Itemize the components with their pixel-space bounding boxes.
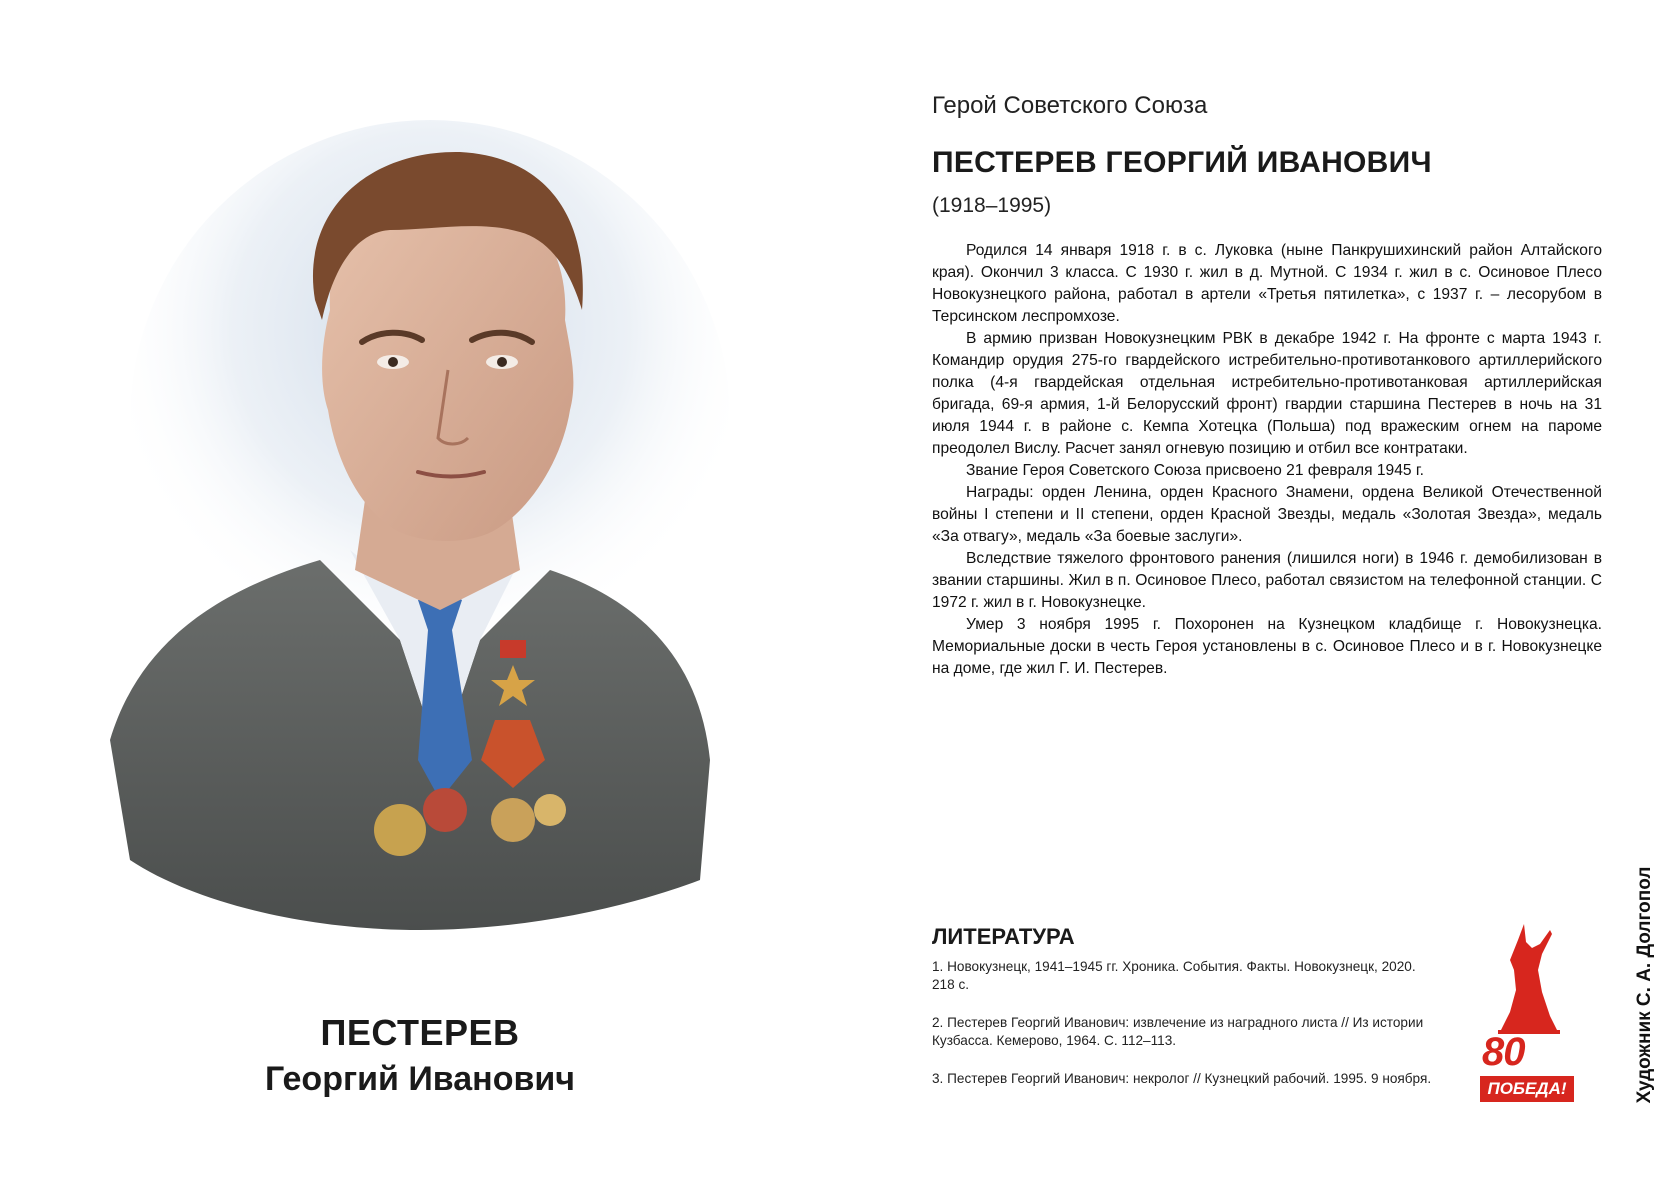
bio-paragraph: Вследствие тяжелого фронтового ранения (лишился ноги) в 1946 г. демобилизован в звании старшины. Жил в п. Осиновое Плесо, работал связистом на телефонной станции. С 1972 г. жил в г. Новокузнецке. (932, 550, 1602, 611)
bio-paragraph: Умер 3 ноября 1995 г. Похоронен на Кузнецком кладбище г. Новокузнецка. Мемориальные доски в честь Героя установлены в с. Осиновое Плесо и в г. Новокузнецке на доме, где жил Г. И. Пестерев. (932, 616, 1602, 677)
portrait-illustration (100, 120, 740, 960)
hero-rank: Герой Советского Союза (932, 92, 1208, 119)
artist-credit (1630, 850, 1660, 1120)
bio-paragraph: Родился 14 января 1918 г. в с. Луковка (ныне Панкрушихинский район Алтайского края). Окончил 3 класса. С 1930 г. жил в д. Мутной. С 1934 г. жил в с. Осиновое Плесо Новокузнецкого района, работал в артели «Третья пятилетка», с 1937 г. – лесорубом в Терсинском леспромхозе. (932, 242, 1602, 325)
literature-item: 1. Новокузнецк, 1941–1945 гг. Хроника. События. Факты. Новокузнецк, 2020. 218 с. (932, 959, 1416, 992)
hero-name-heading: ПЕСТЕРЕВ ГЕОРГИЙ ИВАНОВИЧ (932, 146, 1432, 179)
portrait-caption-surname: ПЕСТЕРЕВ (320, 1012, 520, 1053)
literature-item: 3. Пестерев Георгий Иванович: некролог // Кузнецкий рабочий. 1995. 9 ноября. (932, 1071, 1432, 1086)
right-page (840, 0, 1680, 1188)
literature-item: 2. Пестерев Георгий Иванович: извлечение из наградного листа // Из истории Кузбасса. Кемерово, 1964. С. 112–113. (932, 1015, 1424, 1048)
logo-number: 80 (1482, 1030, 1525, 1074)
logo-word: ПОБЕДА! (1480, 1076, 1574, 1102)
victory-80-logo (1480, 920, 1574, 1110)
portrait-caption-names: Георгий Иванович (264, 1060, 576, 1098)
biography-text (932, 240, 1602, 680)
artist-credit-text: Художник С. А. Долгопол (1634, 866, 1655, 1104)
bio-paragraph: Награды: орден Ленина, орден Красного Знамени, ордена Великой Отечественной войны I степени и II степени, орден Красной Звезды, медаль «Золотая Звезда», медаль «За отвагу», медаль «За боевые заслуги». (932, 484, 1602, 545)
bio-paragraph: Звание Героя Советского Союза присвоено 21 февраля 1945 г. (966, 462, 1425, 479)
life-years: (1918–1995) (932, 194, 1052, 217)
literature-list (932, 958, 1432, 1108)
literature-heading: ЛИТЕРАТУРА (932, 924, 1075, 949)
bio-paragraph: В армию призван Новокузнецким РВК в декабре 1942 г. На фронте с марта 1943 г. Командир орудия 275-го гвардейского истребительно-противотанкового артиллерийского полка (4-я гвардейская отдельная истребительно-противотанковая артиллерийская бригада, 69-я армия, 1-й Белорусский фронт) гвардии старшина Пестерев в ночь на 31 июля 1944 г. в районе с. Кемпа Хотецка (Польша) под вражеским огнем на пароме преодолел Вислу. Расчет занял огневую позицию и отбил все контратаки. (932, 330, 1602, 457)
